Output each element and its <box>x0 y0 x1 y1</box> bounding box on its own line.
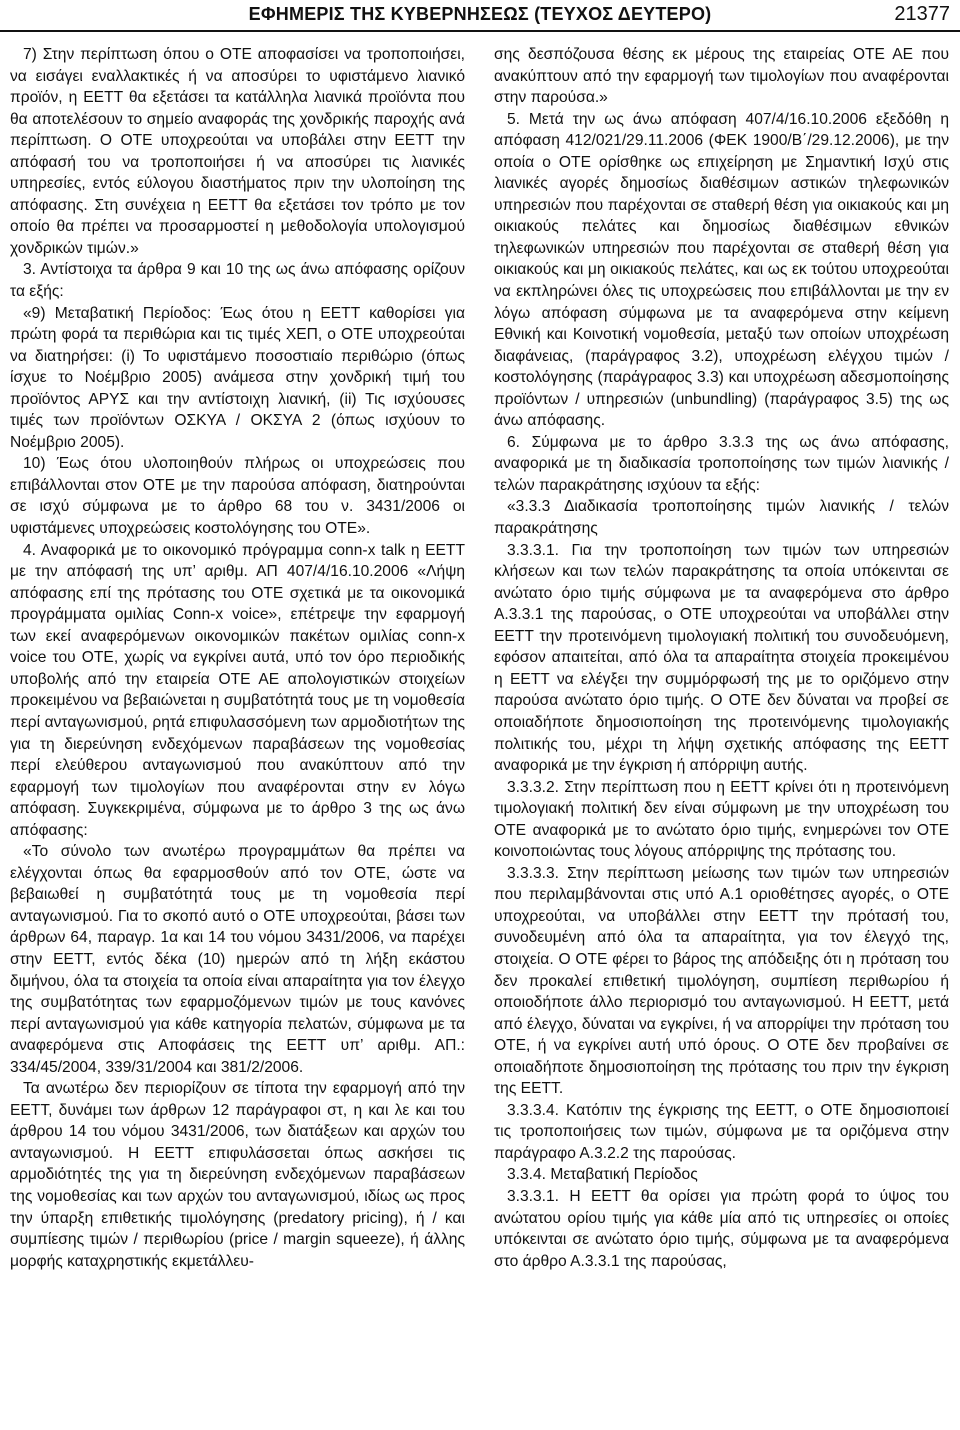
paragraph: «Το σύνολο των ανωτέρω προγραμμάτων θα πρέπει να ελέγχονται όπως θα εφαρμοσθούν από τον ΟΤΕ, ώστε να βεβαιωθεί η συμβατότητά τους με τη νομοθεσία περί ανταγωνισμού. Για το σκοπό αυτό ο ΟΤΕ υποχρεούται, βάσει των άρθρων 64, παραγρ. 1α και 14 του νόμου 3431/2006, να παρέχει στην ΕΕΤΤ, εντός δέκα (10) ημερών από τη λήξη εκάστου διμήνου, όλα τα στοιχεία τα οποία είναι απαραίτητα για τον έλεγχο της συμβατότητας των εφαρμοζόμενων τιμών με τους κανόνες περί ανταγωνισμού για κάθε κατηγορία πελατών, σύμφωνα με τα αναφερόμενα στις Αποφάσεις της ΕΕΤΤ υπ’ αριθμ. ΑΠ.: 334/45/2004, 339/31/2004 και 381/2/2006. <box>10 843 465 1076</box>
paragraph: 3.3.3.2. Στην περίπτωση που η ΕΕΤΤ κρίνει ότι η προτεινόμενη τιμολογιακή πολιτική δεν είναι σύμφωνη με την υποχρέωση του ΟΤΕ αναφορικά με το ανώτατο όριο τιμής, ενημερώνει τον ΟΤΕ κοινοποιώντας τους λόγους απόρριψης της πρότασης του. <box>494 778 949 861</box>
paragraph: 3.3.3.1. Η ΕΕΤΤ θα ορίσει για πρώτη φορά το ύψος του ανώτατου ορίου τιμής για κάθε μία από τις υπηρεσίες οι οποίες υπόκεινται σε ανώτατο όριο τιμής, σύμφωνα με τα αναφερόμενα στο άρθρο Α.3.3.1 της παρούσας, <box>494 1187 949 1270</box>
paragraph: 3.3.4. Μεταβατική Περίοδος <box>507 1166 698 1184</box>
paragraph: 4. Αναφορικά με το οικονομικό πρόγραμμα conn-x talk η ΕΕΤΤ με την απόφασή της υπ’ αριθμ. ΑΠ 407/4/16.10.2006 «Λήψη απόφασης επί της πρότασης του ΟΤΕ σχετικά με τα οικονομικά προγράμματα ομιλίας Conn-x voice», επέτρεψε την εφαρμογή των εκεί αναφερόμενων οικονομικών πακέτων ομιλίας conn-x voice του ΟΤΕ, χωρίς να εγκρίνει αυτά, υπό τον όρο περιοδικής υποβολής από την εταιρεία ΟΤΕ ΑΕ απολογιστικών στοιχείων προκειμένου να βεβαιώνεται η συμβατότητά τους με τη νομοθεσία περί ανταγωνισμού, ρητά επιφυλασσόμενη των αρμοδιοτήτων της για τη διερεύνηση ενδεχόμενων παραβάσεων της νομοθεσίας περί ελεύθερου ανταγωνισμού που ανακύπτουν από την εφαρμογή των τιμολογίων που αναφέρονται στην εν λόγω απόφαση. Συγκεκριμένα, σύμφωνα με το άρθρο 3 της ως άνω απόφασης: <box>10 541 465 839</box>
paragraph: 3.3.3.4. Κατόπιν της έγκρισης της ΕΕΤΤ, ο ΟΤΕ δημοσιοποιεί τις τροποποιήσεις των τιμών, σύμφωνα με τα οριζόμενα στην παράγραφο Α.3.2.2 της παρούσας. <box>494 1101 949 1162</box>
paragraph: σης δεσπόζουσα θέσης εκ μέρους της εταιρείας ΟΤΕ ΑΕ που ανακύπτουν από την εφαρμογή των τιμολογίων που αναφέρονται στην παρούσα.» <box>494 46 949 107</box>
paragraph: 3.3.3.3. Στην περίπτωση μείωσης των τιμών των υπηρεσιών που περιλαμβάνονται στις υπό Α.1 οριοθέτησες αγορές, ο ΟΤΕ υποχρεούται, να υποβάλλει στην ΕΕΤΤ την πρότασή του, συνοδευμένη από όλα τα απαραίτητα, για τον έλεγχό της, στοιχεία. Ο ΟΤΕ φέρει το βάρος της απόδειξης ότι η πρόταση του δεν προκαλεί επιθετική τιμολόγηση, συμπίεση περιθωρίου ή οποιοδήποτε άλλο περιορισμό του ανταγωνισμού. Η ΕΕΤΤ, μετά από έλεγχο, δύναται να εγκρίνει, ή να απορρίψει την πρόταση του ΟΤΕ, ή να εγκρίνει αυτή υπό όρους. Ο ΟΤΕ δεν προβαίνει σε οποιαδήποτε δημοσιοποίηση της πρότασης του πριν την έγκριση της ΕΕΤΤ. <box>494 864 949 1098</box>
paragraph: «9) Μεταβατική Περίοδος: Έως ότου η ΕΕΤΤ καθορίσει για πρώτη φορά τα περιθώρια και τις τιμές ΧΕΠ, ο ΟΤΕ υποχρεούται να διατηρήσει: (i) Το υφιστάμενο ποσοστιαίο περιθώριο (όπως ίσχυε το Νοέμβριο 2005) ανάμεσα στην χονδρική τιμή του προϊόντος ΑΡΥΣ και την αντίστοιχη λιανική, (ii) Τις ισχύουσες τιμές των προϊόντων ΟΣΚΥΑ / ΟΚΣΥΑ 2 (όπως ισχύουν το Νοέμβριο 2005). <box>10 304 465 451</box>
paragraph: 3. Αντίστοιχα τα άρθρα 9 και 10 της ως άνω απόφασης ορίζουν τα εξής: <box>10 261 465 301</box>
gazette-title: ΕΦΗΜΕΡΙΣ ΤΗΣ ΚΥΒΕΡΝΗΣΕΩΣ (ΤΕΥΧΟΣ ΔΕΥΤΕΡΟ) <box>248 4 712 24</box>
page-header <box>0 0 960 32</box>
right-column <box>494 44 949 1272</box>
paragraph: 5. Μετά την ως άνω απόφαση 407/4/16.10.2006 εξεδόθη η απόφαση 412/021/29.11.2006 (ΦΕΚ 1900/Β΄/29.12.2006), με την οποία ο ΟΤΕ ορίσθηκε ως επιχείρηση με Σημαντική Ισχύ στις λιανικές αγορές δημοσίως διαθέσιμων αστικών τηλεφωνικών υπηρεσιών που παρέχονται σε σταθερή θέση για οικιακούς και μη οικιακούς πελάτες και δημοσίως διαθέσιμων εθνικών τηλεφωνικών υπηρεσιών που παρέχονται σε σταθερή θέση για οικιακούς και μη οικιακούς πελάτες, και ως εκ τούτου υποχρεούται να εκπληρώνει όλες τις υποχρεώσεις που επιβάλλονται με την εν λόγω απόφαση σύμφωνα με τα αναφερόμενα στην κείμενη Εθνική και Κοινοτική νομοθεσία, μεταξύ των οποίων υποχρέωση διαφάνειας, (παράγραφος 3.2), υποχρέωση ελέγχου τιμών / κοστολόγησης (παράγραφος 3.3) και υποχρέωση αδεσμοποίησης προϊόντων / υπηρεσιών (unbundling) (παράγραφος 3.5) της ως άνω απόφασης. <box>494 110 949 430</box>
paragraph: 3.3.3.1. Για την τροποποίηση των τιμών των υπηρεσιών κλήσεων και των τελών παρακράτησης τα οποία υπόκεινται σε ανώτατο όριο τιμής σύμφωνα με τα αναφερόμενα στο άρθρο Α.3.3.1 της παρούσας, ο ΟΤΕ υποχρεούται να υποβάλλει στην ΕΕΤΤ την προτεινόμενη τιμολογιακή πολιτική του συνοδευόμενη, εφόσον απαιτείται, από όλα τα απαραίτητα στοιχεία προκειμένου η ΕΕΤΤ να ελέγξει την συμμόρφωσή της με το οριζόμενο στην παρούσα ανώτατο όριο τιμής. Ο ΟΤΕ δεν δύναται να προβεί σε οποιαδήποτε δημοσιοποίηση της προτεινόμενης τιμολογιακής πολιτικής του, μέχρι τη λήψη σχετικής απόφασης της ΕΕΤΤ αναφορικά με την έγκριση ή απόρριψη αυτής. <box>494 541 949 775</box>
left-column <box>10 44 465 1272</box>
paragraph: 10) Έως ότου υλοποιηθούν πλήρως οι υποχρεώσεις που επιβάλλονται στον ΟΤΕ με την παρούσα απόφαση, διατηρούνται σε ισχύ σύμφωνα με το άρθρο 68 του ν. 3431/2006 οι υφιστάμενες υποχρεώσεις κοστολόγησης του ΟΤΕ». <box>10 455 465 538</box>
paragraph: 6. Σύμφωνα με το άρθρο 3.3.3 της ως άνω απόφασης, αναφορικά με τη διαδικασία τροποποίησης των τιμών λιανικής / τελών παρακράτησης ισχύουν τα εξής: <box>494 433 949 494</box>
paragraph: 7) Στην περίπτωση όπου ο ΟΤΕ αποφασίσει να τροποποιήσει, να εισάγει εναλλακτικές ή να αποσύρει το υφιστάμενο λιανικό προϊόν, η ΕΕΤΤ θα εξετάσει τα κατάλληλα λιανικά προϊόντα που θα αποτελέσουν το σημείο αναφοράς της χονδρικής παροχής ανά περίπτωση. Ο ΟΤΕ υποχρεούται να υποβάλει στην ΕΕΤΤ την απόφασή του να τροποποιήσει ή να αποσύρει τις λιανικές υπηρεσίες, εντός εύλογου διαστήματος πριν την υλοποίηση της απόφασης. Στη συνέχεια η ΕΕΤΤ θα εξετάσει τον τρόπο με τον οποίο θα πρέπει να προσαρμοστεί η μεθοδολογία υπολογισμού χονδρικών τιμών.» <box>10 46 465 257</box>
paragraph: «3.3.3 Διαδικασία τροποποίησης τιμών λιανικής / τελών παρακράτησης <box>494 498 949 538</box>
page-number: 21377 <box>894 3 950 25</box>
paragraph: Τα ανωτέρω δεν περιορίζουν σε τίποτα την εφαρμογή από την ΕΕΤΤ, δυνάμει των άρθρων 12 παράγραφοι στ, η και λε και του άρθρου 14 του νόμου 3431/2006, των διατάξεων και αρχών του ανταγωνισμού. Η ΕΕΤΤ επιφυλάσσεται όπως ασκήσει τις αρμοδιότητές της για τη διερεύνηση ενδεχόμενων παραβάσεων της νομοθεσίας και των αρχών του ανταγωνισμού, ιδίως ως προς την ύπαρξη επιθετικής τιμολόγησης (predatory pricing), ή / και συμπίεσης τιμών / περιθωρίου (price / margin squeeze), ή άλλης μορφής καταχρηστικής εκμετάλλευ- <box>10 1080 465 1270</box>
